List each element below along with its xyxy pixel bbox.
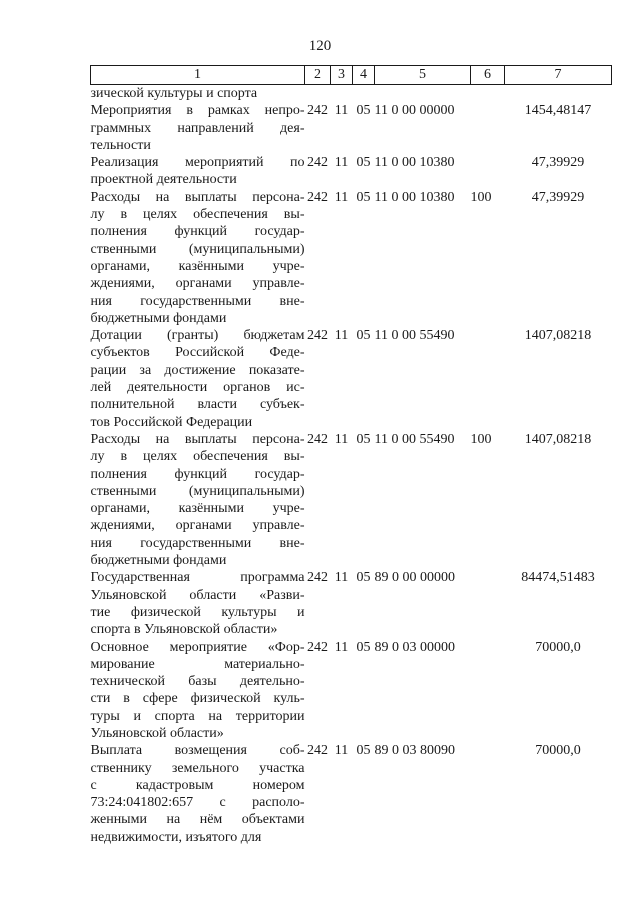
target-article-code: 11 0 00 00000	[374, 103, 455, 119]
column-header: 3	[331, 66, 353, 85]
expense-type-code	[471, 102, 505, 154]
expense-type-code	[471, 569, 505, 638]
description-line: ждениями, органами управле-	[90, 276, 305, 292]
row-description	[91, 102, 305, 154]
description-line: ния государственными вне-	[90, 293, 305, 309]
target-article-code: 89 0 00 00000	[374, 570, 455, 586]
description-line: ственнику земельного участка	[90, 760, 305, 776]
description-line: Государственная программа	[90, 570, 305, 586]
description-line: Расходы на выплаты персона-	[90, 189, 305, 205]
target-article-code: 11 0 00 10380	[374, 189, 455, 205]
table-row	[91, 327, 612, 431]
subsection-code: 05	[356, 189, 371, 205]
section-code: 11	[334, 328, 349, 344]
description-line: Ульяновской области»	[90, 725, 224, 741]
description-line: туры и спорта на территории	[90, 708, 305, 724]
description-line: тельности	[90, 137, 151, 153]
description-line: женными на нём объектами	[90, 812, 305, 828]
description-line: Мероприятия в рамках непро-	[90, 103, 305, 119]
description-line: бюджетными фондами	[90, 553, 227, 569]
description-line: технической базы деятельно-	[90, 674, 305, 690]
description-line: полнительной власти субъек-	[90, 397, 305, 413]
target-article-code	[375, 85, 471, 103]
description-line: субъектов Российской Феде-	[90, 345, 305, 361]
target-article-code: 89 0 03 80090	[374, 743, 455, 759]
amount: 1407,08218	[524, 328, 592, 344]
section-code: 11	[334, 570, 349, 586]
row-description	[91, 189, 305, 327]
admin-code: 242	[307, 639, 328, 655]
row-description	[91, 742, 305, 846]
description-line: 73:24:041802:657 с располо-	[90, 795, 305, 811]
table-row	[91, 639, 612, 743]
subsection-code: 05	[356, 328, 371, 344]
description-line: Ульяновской области «Разви-	[90, 587, 305, 603]
subsection-code: 05	[356, 155, 371, 171]
description-line: граммных направлений дея-	[90, 120, 305, 136]
section-code: 11	[334, 743, 349, 759]
row-description	[91, 639, 305, 743]
description-line: рации за достижение показате-	[90, 362, 305, 378]
description-line: сти в сфере физической куль-	[90, 691, 305, 707]
admin-code: 242	[307, 103, 328, 119]
description-line: лей деятельности органов ис-	[90, 380, 305, 396]
expense-type-code	[471, 639, 505, 743]
amount: 47,39929	[531, 155, 585, 171]
target-article-code: 89 0 03 00000	[374, 639, 455, 655]
description-line: Дотации (гранты) бюджетам	[90, 328, 305, 344]
description-line: недвижимости, изъятого для	[90, 829, 262, 845]
section-code: 11	[334, 189, 349, 205]
description-line: проектной деятельности	[90, 172, 237, 188]
description-line: бюджетными фондами	[90, 310, 227, 326]
admin-code: 242	[307, 570, 328, 586]
description-line: ждениями, органами управле-	[90, 518, 305, 534]
description-line: ния государственными вне-	[90, 535, 305, 551]
amount: 1407,08218	[524, 431, 592, 447]
table-row	[91, 431, 612, 569]
description-line: лу в целях обеспечения вы-	[90, 449, 305, 465]
column-header: 1	[91, 66, 305, 85]
expense-type-code	[471, 327, 505, 431]
description-line: тие физической культуры и	[90, 604, 305, 620]
description-line: Выплата возмещения соб-	[90, 743, 305, 759]
expense-type-code	[471, 154, 505, 189]
subsection-code	[353, 85, 375, 103]
row-description	[91, 431, 305, 569]
subsection-code: 05	[356, 431, 371, 447]
page-number: 120	[308, 38, 332, 54]
section-code	[331, 85, 353, 103]
description-line: спорта в Ульяновской области»	[90, 622, 278, 638]
row-description	[91, 569, 305, 638]
subsection-code: 05	[356, 639, 371, 655]
budget-table	[90, 65, 612, 846]
section-code: 11	[334, 431, 349, 447]
amount: 70000,0	[535, 639, 581, 655]
amount: 47,39929	[531, 189, 585, 205]
target-article-code: 11 0 00 10380	[374, 155, 455, 171]
expense-type-code: 100	[470, 189, 492, 205]
admin-code: 242	[307, 431, 328, 447]
subsection-code: 05	[356, 743, 371, 759]
admin-code: 242	[307, 328, 328, 344]
table-row	[91, 102, 612, 154]
description-line: полнения функций государ-	[90, 224, 305, 240]
description-line: полнения функций государ-	[90, 466, 305, 482]
description-line: Основное мероприятие «Фор-	[90, 639, 305, 655]
column-header: 6	[471, 66, 505, 85]
admin-code: 242	[307, 155, 328, 171]
description-line: Реализация мероприятий по	[90, 155, 305, 171]
description-line: мирование материально-	[90, 656, 305, 672]
table-row	[91, 742, 612, 846]
admin-code: 242	[307, 743, 328, 759]
row-description	[91, 154, 305, 189]
amount: 1454,48147	[524, 103, 592, 119]
section-code: 11	[334, 103, 349, 119]
row-description	[91, 85, 305, 103]
subsection-code: 05	[356, 570, 371, 586]
description-line: лу в целях обеспечения вы-	[90, 207, 305, 223]
target-article-code: 11 0 00 55490	[374, 328, 455, 344]
admin-code: 242	[307, 189, 328, 205]
table-row	[91, 189, 612, 327]
table-body	[91, 85, 612, 847]
amount: 70000,0	[535, 743, 581, 759]
amount: 84474,51483	[521, 570, 595, 586]
description-line: органами, казёнными учре-	[90, 258, 305, 274]
section-code: 11	[334, 639, 349, 655]
admin-code	[305, 85, 331, 103]
expense-type-code	[471, 742, 505, 846]
table-row	[91, 85, 612, 103]
table-row	[91, 569, 612, 638]
expense-type-code: 100	[470, 431, 492, 447]
description-line: Расходы на выплаты персона-	[90, 431, 305, 447]
description-line: тов Российской Федерации	[90, 414, 253, 430]
column-header: 5	[375, 66, 471, 85]
subsection-code: 05	[356, 103, 371, 119]
expense-type-code	[471, 85, 505, 103]
description-line: ственными (муниципальными)	[90, 241, 305, 257]
table-header-row	[91, 66, 612, 85]
section-code: 11	[334, 155, 349, 171]
description-line: с кадастровым номером	[90, 777, 305, 793]
column-header: 2	[305, 66, 331, 85]
description-line: органами, казёнными учре-	[90, 501, 305, 517]
description-line: зической культуры и спорта	[90, 86, 258, 101]
amount	[505, 85, 612, 103]
column-header: 7	[505, 66, 612, 85]
column-header: 4	[353, 66, 375, 85]
target-article-code: 11 0 00 55490	[374, 431, 455, 447]
description-line: ственными (муниципальными)	[90, 483, 305, 499]
row-description	[91, 327, 305, 431]
table-row	[91, 154, 612, 189]
